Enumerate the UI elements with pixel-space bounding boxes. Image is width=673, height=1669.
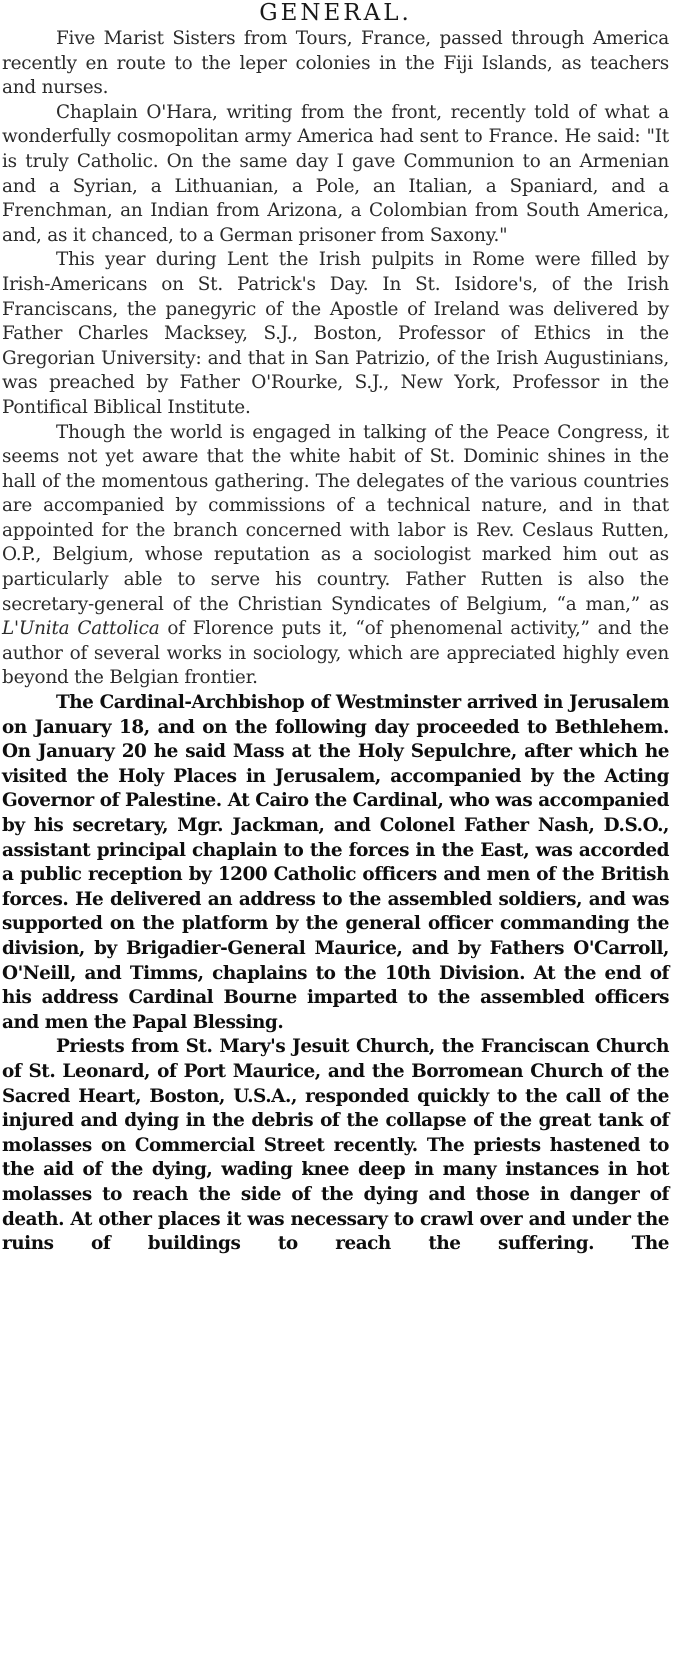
paragraph-peace-congress-text-after: of Florence puts it, “of phenomenal activity,” and the author of several works in sociology, which are appreciated highly even beyond the Belgian frontier. <box>2 618 669 689</box>
paragraph-peace-congress-text-before: Though the world is engaged in talking of the Peace Congress, it seems not yet aware that the white habit of St. Dominic shines in the hall of the momentous gathering. The delegates of the various countries are accompanied by commissions of a technical nature, and in that appointed for the branch concerned with labor is Rev. Ceslaus Rutten, O.P., Belgium, whose reputation as a sociologist marked him out as particularly able to serve his country. Father Rutten is also the secretary-general of the Christian Syndicates of Belgium, “a man,” as <box>2 421 669 615</box>
paragraph-chaplain-ohara: Chaplain O'Hara, writing from the front, recently told of what a wonderfully cosmopolitan army America had sent to France. He said: "It is truly Catholic. On the same day I gave Communion to an Armenian and a Syrian, a Lithuanian, a Pole, an Italian, a Spaniard, and a Frenchman, an Indian from Arizona, a Colombian from South America, and, as it chanced, to a German prisoner from Saxony." <box>2 101 669 246</box>
section-heading: GENERAL. <box>259 0 412 26</box>
paragraph-irish-pulpits-rome: This year during Lent the Irish pulpits in Rome were filled by Irish-Americans on St. Patrick's Day. In St. Isidore's, of the Irish Franciscans, the panegyric of the Apostle of Ireland was delivered by Father Charles Macksey, S.J., Boston, Professor of Ethics in the Gregorian University: and that in San Patrizio, of the Irish Augustinians, was preached by Father O'Rourke, S.J., New York, Professor in the Pontifical Biblical Institute. <box>2 249 669 418</box>
paragraph-peace-congress <box>2 421 669 692</box>
paragraph-marist-sisters: Five Marist Sisters from Tours, France, passed through America recently en route to the leper colonies in the Fiji Islands, as teachers and nurses. <box>2 28 669 99</box>
paragraph-cardinal-archbishop: The Cardinal-Archbishop of Westminster arrived in Jerusalem on January 18, and on the following day proceeded to Bethlehem. On January 20 he said Mass at the Holy Sepulchre, after which he visited the Holy Places in Jerusalem, accompanied by the Acting Governor of Palestine. At Cairo the Cardinal, who was accompanied by his secretary, Mgr. Jackman, and Colonel Father Nash, D.S.O., assistant principal chaplain to the forces in the East, was accorded a public reception by 1200 Catholic officers and men of the British forces. He delivered an address to the assembled soldiers, and was supported on the platform by the general officer commanding the division, by Brigadier-General Maurice, and by Fathers O'Carroll, O'Neill, and Timms, chaplains to the 10th Division. At the end of his address Cardinal Bourne imparted to the assembled officers and men the Papal Blessing. <box>2 692 669 1033</box>
newspaper-title-italic: L'Unita Cattolica <box>2 618 160 640</box>
paragraph-molasses-tank: Priests from St. Mary's Jesuit Church, the Franciscan Church of St. Leonard, of Port Maurice, and the Borromean Church of the Sacred Heart, Boston, U.S.A., responded quickly to the call of the injured and dying in the debris of the collapse of the great tank of molasses on Commercial Street recently. The priests hastened to the aid of the dying, wading knee deep in many instances in hot molasses to reach the side of the dying and those in danger of death. At other places it was necessary to crawl over and under the ruins of buildings to reach the suffering. The <box>2 1036 669 1255</box>
